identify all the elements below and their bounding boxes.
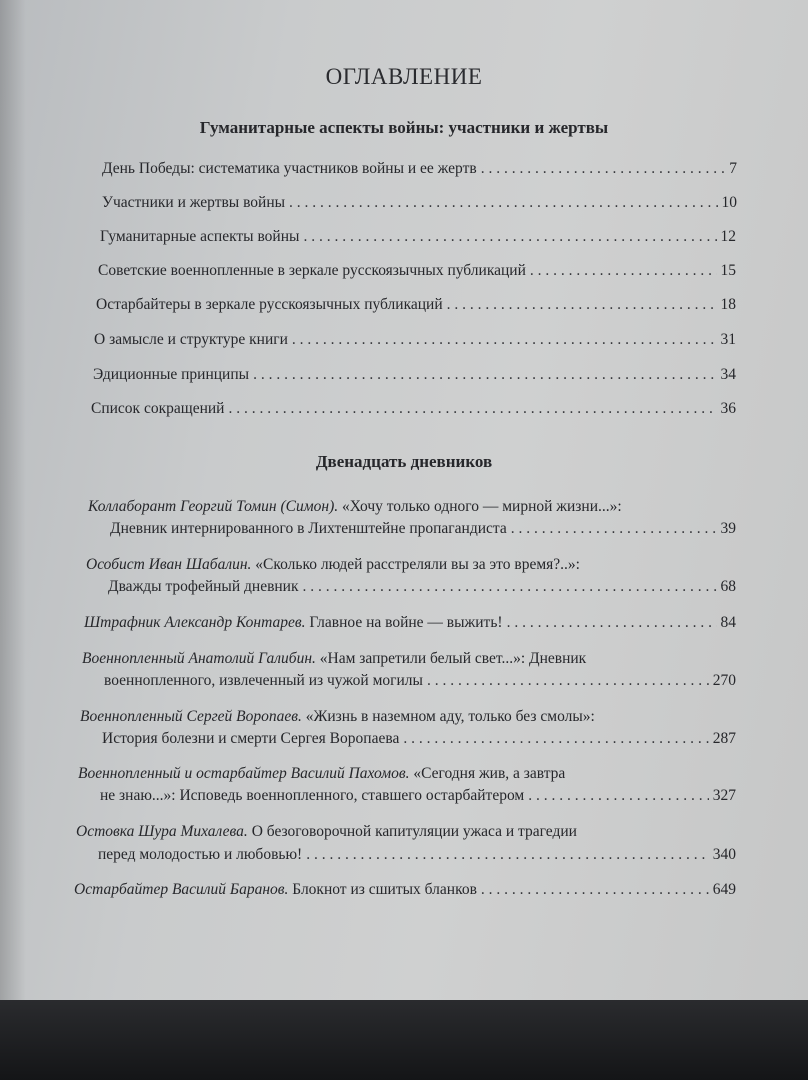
toc-entry-subtitle: Дневник интернированного в Лихтенштейне пропагандиста [110,520,507,537]
toc-entry[interactable] [98,846,736,864]
toc-entry-line1[interactable] [76,823,577,841]
toc-entry-title: О замысле и структуре книги [94,331,288,348]
toc-entry-title: «Жизнь в наземном аду, только без смолы»: [301,708,595,725]
toc-entry-title: Блокнот из сшитых бланков [288,881,477,898]
toc-entry[interactable] [100,787,736,805]
toc-entry[interactable] [74,881,736,899]
toc-entry-title: Список сокращений [91,400,225,417]
toc-entry-subtitle: перед молодостью и любовью! [98,846,303,863]
toc-entry-page: 31 [720,331,736,348]
toc-entry[interactable] [102,730,736,748]
leader-dots [303,578,717,596]
toc-entry-line1[interactable] [80,708,595,726]
toc-entry[interactable] [96,296,736,314]
leader-dots [507,614,717,632]
toc-entry[interactable] [93,366,736,384]
toc-entry-title: Советские военнопленные в зеркале русскоязычных публикаций [98,262,526,279]
toc-entry-subtitle: не знаю...»: Исповедь военнопленного, ставшего остарбайтером [100,787,525,804]
leader-dots [511,520,717,538]
background-shadow [0,1000,808,1080]
toc-entry-page: 270 [712,672,736,689]
toc-entry-line1[interactable] [88,498,622,516]
leader-dots [481,160,726,178]
toc-entry-page: 7 [729,160,737,177]
leader-dots [530,262,717,280]
toc-entry[interactable] [91,400,736,418]
leader-dots [306,846,709,864]
leader-dots [481,881,709,899]
toc-entry-subtitle: военнопленного, извлеченный из чужой могилы [104,672,423,689]
toc-entry-page: 18 [720,296,736,313]
toc-entry[interactable] [100,228,736,246]
toc-entry-page: 649 [712,881,736,898]
toc-entry[interactable] [94,331,736,349]
toc-entry-title: Гуманитарные аспекты войны [100,228,300,245]
toc-entry-title: День Победы: систематика участников войны и ее жертв [102,160,477,177]
toc-entry-page: 15 [720,262,736,279]
toc-entry[interactable] [110,520,736,538]
toc-entry-subtitle: История болезни и смерти Сергея Воропаева [102,730,400,747]
toc-entry-page: 39 [720,520,736,537]
toc-entry-title: Остарбайтеры в зеркале русскоязычных публикаций [96,296,443,313]
toc-entry-author: Штрафник Александр Контарев. [84,614,306,631]
page-title: ОГЛАВЛЕНИЕ [325,64,483,89]
toc-entry-title: «Сколько людей расстреляли вы за это время?..»: [251,556,580,573]
leader-dots [253,366,716,384]
leader-dots [292,331,717,349]
toc-entry-page: 12 [720,228,736,245]
toc-entry-line1[interactable] [82,650,586,668]
toc-entry-page: 34 [720,366,736,383]
leader-dots [427,672,709,690]
toc-entry-page: 287 [712,730,736,747]
toc-entry-page: 340 [712,846,736,863]
leader-dots [447,296,717,314]
toc-entry-title: «Сегодня жив, а завтра [409,765,566,782]
section-heading-1: Гуманитарные аспекты войны: участники и жертвы [199,118,609,137]
toc-entry-title: Главное на войне — выжить! [305,614,503,631]
toc-entry-page: 36 [720,400,736,417]
toc-entry-page: 10 [721,194,737,211]
leader-dots [303,228,716,246]
toc-entry-title: О безоговорочной капитуляции ужаса и трагедии [247,823,577,840]
toc-entry-author: Военнопленный и остарбайтер Василий Пахомов. [78,765,410,782]
toc-entry-author: Остовка Шура Михалева. [76,823,248,840]
toc-entry-page: 327 [712,787,736,804]
toc-entry-author: Военнопленный Сергей Воропаев. [80,708,302,725]
toc-entry-line1[interactable] [78,765,565,783]
toc-entry-title: «Хочу только одного — мирной жизни...»: [338,498,622,515]
toc-entry[interactable] [104,672,736,690]
toc-entry[interactable] [102,194,737,212]
toc-entry[interactable] [84,614,736,632]
leader-dots [403,730,708,748]
toc-entry[interactable] [98,262,736,280]
section-heading-2: Двенадцать дневников [315,452,493,471]
toc-entry-page: 68 [720,578,736,595]
toc-entry-title: Эдиционные принципы [93,366,250,383]
toc-entry-line1[interactable] [86,556,580,574]
leader-dots [228,400,716,418]
toc-entry-title: Участники и жертвы войны [102,194,286,211]
toc-entry-author: Военнопленный Анатолий Галибин. [82,650,316,667]
toc-entry[interactable] [108,578,736,596]
leader-dots [289,194,717,212]
toc-entry-page: 84 [720,614,736,631]
toc-entry-author: Особист Иван Шабалин. [86,556,252,573]
toc-entry-subtitle: Дважды трофейный дневник [108,578,299,595]
leader-dots [528,787,709,805]
toc-entry-author: Коллаборант Георгий Томин (Симон). [88,498,339,515]
toc-entry-author: Остарбайтер Василий Баранов. [74,881,289,898]
toc-entry-title: «Нам запретили белый свет...»: Дневник [315,650,587,667]
toc-entry[interactable] [102,160,737,178]
